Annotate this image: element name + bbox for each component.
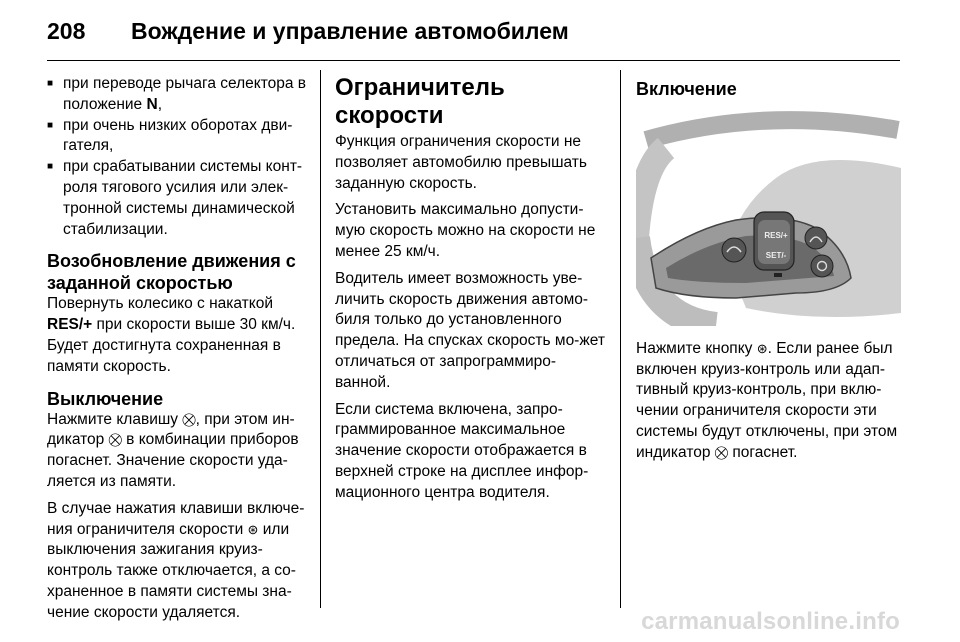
bullet-text: при очень низких оборотах дви-гателя, (63, 116, 293, 155)
resume-text: Повернуть колесико с накаткой (47, 295, 274, 313)
page-header (47, 14, 569, 48)
bullet-square-icon: ■ (47, 119, 54, 131)
off-text-end: в комбинации приборов погаснет. Значение скорости уда-ляется из памяти. (47, 431, 299, 490)
off-text-mid: , при этом ин-дикатор (47, 410, 295, 449)
paragraph: Установить максимально допусти-мую скорость можно на скорости не менее 25 км/ч. (335, 201, 596, 260)
off-paragraph-2 (47, 499, 309, 624)
page-title: Вождение и управление автомобилем (131, 17, 569, 44)
page-number: 208 (47, 17, 86, 44)
column-2 (335, 74, 605, 510)
speed-limiter-icon: ⊛ (756, 340, 768, 356)
bullet-item (47, 157, 309, 240)
bullet-item (47, 116, 309, 158)
cruise-off-icon: ⛒ (108, 432, 122, 448)
watermark: carmanualsonline.info (641, 608, 900, 635)
paragraph: Если система включена, запро-граммированное максимальное значение скорости отображается в верхней строке на дисплее инфор-мационного центра водителя. (335, 400, 589, 501)
bullet-text-end: , (157, 95, 162, 113)
section-heading-on: Включение (636, 79, 737, 99)
on-paragraph (636, 339, 904, 464)
paragraph: Водитель имеет возможность уве-личить скорость движения автомо-биля только до установленного предела. На спусках скорость мо-жет отличаться от запрограммиро-ванной. (335, 269, 605, 391)
column-3 (636, 74, 904, 470)
res-button-label: RES/+ (764, 231, 788, 240)
on-text: Нажмите кнопку (636, 339, 757, 357)
resume-text-end: при скорости выше 30 км/ч. Будет достигнута сохраненная в памяти скорость. (47, 316, 296, 375)
column-1 (47, 74, 309, 630)
bullet-text: при переводе рычага селектора в положение (63, 75, 307, 113)
bullet-bold: N (146, 95, 158, 113)
section-heading-off: Выключение (47, 388, 164, 409)
resume-paragraph (47, 294, 309, 377)
section-heading-resume: Возобновление движения с заданной скоростью (47, 251, 296, 294)
bullet-square-icon: ■ (47, 161, 54, 173)
column-divider-2 (620, 70, 621, 608)
speed-limiter-icon: ⊛ (247, 521, 259, 537)
bullet-item (47, 74, 309, 116)
on-text-mid: . Если ранее был включен круиз-контроль или адап-тивный круиз-контроль, при вклю-чении ограничителя скорости эти системы будут отключены, при этом индикатор (636, 339, 898, 461)
column-divider-1 (320, 70, 321, 608)
off-text-end: или выключения зажигания круиз-контроль также отключается, а со-храненное в памяти системы зна-чение скорости удаляется. (47, 520, 296, 621)
bullet-square-icon: ■ (47, 78, 54, 89)
on-text-end: погаснет. (728, 443, 798, 461)
off-paragraph (47, 410, 309, 493)
header-rule (47, 60, 900, 61)
bullet-text: при срабатывании системы конт-роля тягового усилия или элек-тронной системы динамической стабилизации. (63, 158, 303, 238)
res-label: RES/+ (47, 316, 93, 334)
paragraph: Функция ограничения скорости не позволяет автомобилю превышать заданную скорость. (335, 133, 587, 192)
cruise-off-icon: ⛒ (714, 444, 729, 460)
off-text: В случае нажатия клавиши включе-ния ограничителя скорости (47, 499, 305, 538)
set-button-label: SET/- (765, 251, 787, 260)
cruise-off-icon: ⛒ (182, 411, 196, 427)
steering-wheel-illustration (636, 108, 901, 326)
off-text: Нажмите клавишу (47, 410, 183, 428)
section-heading-limiter: Ограничитель скорости (335, 74, 505, 129)
